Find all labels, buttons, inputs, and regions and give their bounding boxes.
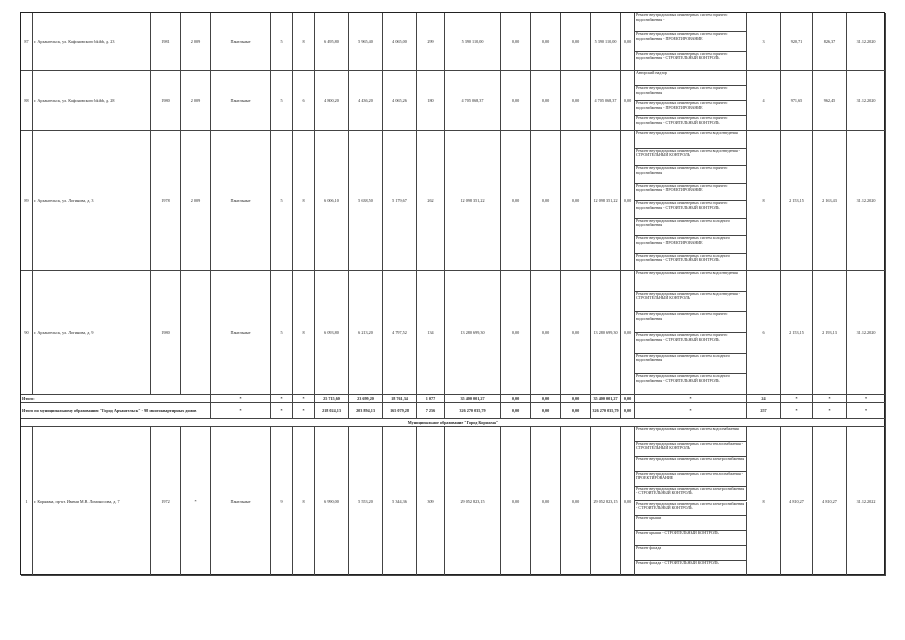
cell-entrances: 6 xyxy=(293,71,315,131)
total-mun: 0,00 xyxy=(561,395,591,403)
cell-work-count: 8 xyxy=(747,131,781,271)
cell-fund-other: 0,00 xyxy=(621,131,635,271)
cell-unit-limit: 4 810,27 xyxy=(813,427,847,576)
cell-area-total: 6 990,00 xyxy=(315,427,349,576)
cell-area-living: 6 213,20 xyxy=(349,271,383,395)
cell-area-living: 4 436,20 xyxy=(349,71,383,131)
total-fed: 0,00 xyxy=(501,395,531,403)
cell-address: г. Архангельск, ул. Логинова, д. 9 xyxy=(33,271,151,395)
cell-wall: Панельные xyxy=(211,271,271,395)
cell-area-res: 4 065,00 xyxy=(383,13,417,71)
total-star: * xyxy=(781,403,813,419)
work-item: Ремонт внутридомовых инженерных систем электроснабжения - СТРОИТЕЛЬНЫЙ КОНТРОЛЬ xyxy=(635,502,747,517)
work-item: Ремонт внутридомовых инженерных систем горячего водоснабжения - ПРОЕКТИРОВАНИЕ xyxy=(635,101,747,116)
cell-fund-fed: 0,00 xyxy=(501,271,531,395)
cell-fund-reg: 0,00 xyxy=(531,71,561,131)
cell-fund-owner: 29 052 823,15 xyxy=(591,427,621,576)
cell-residents: 299 xyxy=(417,13,445,71)
total-cost: 35 400 001,27 xyxy=(445,395,501,403)
cell-deadline: 31.12.2020 xyxy=(847,271,886,395)
cell-residents: 180 xyxy=(417,71,445,131)
total-star: * xyxy=(293,395,315,403)
cell-fund-other: 0,00 xyxy=(621,71,635,131)
cell-area-living: 5 965,40 xyxy=(349,13,383,71)
work-item: Ремонт внутридомовых инженерных систем горячего водоснабжения xyxy=(635,312,747,333)
cell-year-built: 1981 xyxy=(151,13,181,71)
total-area: 218 024,13 xyxy=(315,403,349,419)
cell-wall: Панельные xyxy=(211,427,271,576)
cell-deadline: 31.12.2020 xyxy=(847,13,886,71)
cell-wall: Панельные xyxy=(211,13,271,71)
cell-cost-total: 12 098 351,22 xyxy=(445,131,501,271)
section-title: Муниципальное образование "Город Коряжма" xyxy=(21,419,886,427)
cell-unit-cost: 2 153,15 xyxy=(781,131,813,271)
work-item: Ремонт внутридомовых инженерных систем холодного водоснабжения xyxy=(635,219,747,237)
cell-cost-total: 4 705 068,37 xyxy=(445,71,501,131)
cell-fund-fed: 0,00 xyxy=(501,427,531,576)
work-item: Ремонт внутридомовых инженерных систем горячего водоснабжения xyxy=(635,86,747,101)
work-item: Ремонт фасада - СТРОИТЕЛЬНЫЙ КОНТРОЛЬ xyxy=(635,561,747,576)
cell-floors: 5 xyxy=(271,131,293,271)
cell-year-renov: * xyxy=(181,427,211,576)
work-item: Ремонт внутридомовых инженерных систем водоотведения - СТРОИТЕЛЬНЫЙ КОНТРОЛЬ xyxy=(635,149,747,167)
cell-fund-mun: 0,00 xyxy=(561,427,591,576)
total-reg: 0,00 xyxy=(531,403,561,419)
cell-unit-cost: 920,71 xyxy=(781,13,813,71)
cell-area-living: 5 553,20 xyxy=(349,427,383,576)
total-owner: 326 270 035,79 xyxy=(591,403,621,419)
cell-area-total: 4 800,20 xyxy=(315,71,349,131)
cell-fund-reg: 0,00 xyxy=(531,271,561,395)
total-work-count: 257 xyxy=(747,403,781,419)
work-item: Ремонт внутридомовых инженерных систем горячего водоснабжения - СТРОИТЕЛЬНЫЙ КОНТРОЛЬ xyxy=(635,201,747,219)
total-other: 0,00 xyxy=(621,395,635,403)
work-item: Ремонт крыши - СТРОИТЕЛЬНЫЙ КОНТРОЛЬ xyxy=(635,531,747,546)
work-item: Ремонт внутридомовых инженерных систем электроснабжения - СТРОИТЕЛЬНЫЙ КОНТРОЛЬ xyxy=(635,487,747,502)
cell-area-total: 6 495,80 xyxy=(315,13,349,71)
total-star: * xyxy=(271,395,293,403)
capital-repair-table xyxy=(20,12,885,575)
cell-floors: 5 xyxy=(271,13,293,71)
work-item: Ремонт внутридомовых инженерных систем горячего водоснабжения xyxy=(635,166,747,184)
total-reg: 0,00 xyxy=(531,395,561,403)
cell-residents: 134 xyxy=(417,271,445,395)
cell-year-renov: 2 009 xyxy=(181,131,211,271)
cell-wall: Панельные xyxy=(211,131,271,271)
cell-fund-reg: 0,00 xyxy=(531,131,561,271)
cell-fund-reg: 0,00 xyxy=(531,13,561,71)
cell-address: г. Архангельск, ул. Кафоновского bkibb, д. 28 xyxy=(33,71,151,131)
cell-area-res: 4 797,52 xyxy=(383,271,417,395)
work-item: Ремонт внутридомовых инженерных систем холодного водоснабжения - ПРОЕКТИРОВАНИЕ xyxy=(635,236,747,254)
cell-floors: 5 xyxy=(271,71,293,131)
cell-num: 1 xyxy=(21,427,33,576)
total-star: * xyxy=(847,403,886,419)
cell-area-total: 6 093,80 xyxy=(315,271,349,395)
total-area: 25 715,60 xyxy=(315,395,349,403)
total-cost: 326 270 035,79 xyxy=(445,403,501,419)
cell-address: г. Архангельск, ул. Логинова, д. 3 xyxy=(33,131,151,271)
work-item: Ремонт внутридомовых инженерных систем горячего водоснабжения - ПРОЕКТИРОВАНИЕ xyxy=(635,32,747,51)
cell-year-renov: 2 009 xyxy=(181,71,211,131)
cell-deadline: 31.12.2020 xyxy=(847,71,886,131)
sheet xyxy=(20,12,885,575)
cell-cost-total: 5 390 110,00 xyxy=(445,13,501,71)
cell-unit-cost: 2 153,15 xyxy=(781,271,813,395)
cell-year-built: 1978 xyxy=(151,131,181,271)
total-star: * xyxy=(847,395,886,403)
cell-area-res: 4 065,26 xyxy=(383,71,417,131)
cell-work-count: 3 xyxy=(747,13,781,71)
total-star: * xyxy=(813,395,847,403)
cell-area-res: 5 179,67 xyxy=(383,131,417,271)
cell-deadline: 31.12.2022 xyxy=(847,427,886,576)
work-item: Ремонт внутридомовых инженерных систем водоотведения xyxy=(635,131,747,149)
cell-floors: 9 xyxy=(271,427,293,576)
cell-year-built: 1980 xyxy=(151,271,181,395)
cell-unit-limit: 826,37 xyxy=(813,13,847,71)
cell-unit-limit: 962,45 xyxy=(813,71,847,131)
work-item: Ремонт внутридомовых инженерных систем холодного водоснабжения xyxy=(635,354,747,375)
cell-wall: Панельные xyxy=(211,71,271,131)
total-star: * xyxy=(635,403,747,419)
cell-entrances: 8 xyxy=(293,131,315,271)
cell-fund-mun: 0,00 xyxy=(561,71,591,131)
total-res-area: 18 761,34 xyxy=(383,395,417,403)
cell-entrances: 8 xyxy=(293,427,315,576)
cell-unit-limit: 2 193,13 xyxy=(813,271,847,395)
cell-residents: 262 xyxy=(417,131,445,271)
work-item: Ремонт внутридомовых инженерных систем горячего водоснабжения - СТРОИТЕЛЬНЫЙ КОНТРОЛЬ xyxy=(635,333,747,354)
total-fed: 0,00 xyxy=(501,403,531,419)
total-star: * xyxy=(813,403,847,419)
total-star: * xyxy=(271,403,293,419)
total-residents: 1 077 xyxy=(417,395,445,403)
total-label: Итого: xyxy=(21,395,211,403)
total-star: * xyxy=(781,395,813,403)
cell-entrances: 8 xyxy=(293,271,315,395)
work-item: Ремонт внутридомовых инженерных систем водоотведения - СТРОИТЕЛЬНЫЙ КОНТРОЛЬ xyxy=(635,292,747,313)
cell-unit-cost: 4 810,27 xyxy=(781,427,813,576)
cell-num: 88 xyxy=(21,71,33,131)
cell-fund-mun: 0,00 xyxy=(561,131,591,271)
cell-fund-reg: 0,00 xyxy=(531,427,561,576)
cell-fund-fed: 0,00 xyxy=(501,131,531,271)
cell-num: 87 xyxy=(21,13,33,71)
total-other: 0,00 xyxy=(621,403,635,419)
cell-year-renov: 2 009 xyxy=(181,13,211,71)
cell-fund-owner: 12 098 351,22 xyxy=(591,131,621,271)
total-star: * xyxy=(635,395,747,403)
work-item: Ремонт внутридомовых инженерных систем электроснабжения xyxy=(635,457,747,472)
cell-floors: 5 xyxy=(271,271,293,395)
cell-fund-mun: 0,00 xyxy=(561,271,591,395)
work-item: Ремонт внутридомовых инженерных систем водоснабжения xyxy=(635,427,747,442)
work-item: Ремонт внутридомовых инженерных систем холодного водоснабжения - СТРОИТЕЛЬНЫЙ КОНТРОЛЬ xyxy=(635,254,747,272)
work-item: Ремонт внутридомовых инженерных систем горячего водоснабжения - ПРОЕКТИРОВАНИЕ xyxy=(635,184,747,202)
total-star: * xyxy=(211,403,271,419)
work-item: Ремонт внутридомовых инженерных систем холодного водоснабжения - СТРОИТЕЛЬНЫЙ КОНТРОЛЬ xyxy=(635,374,747,395)
cell-year-built: 1972 xyxy=(151,427,181,576)
work-item: Ремонт крыши xyxy=(635,516,747,531)
cell-num: 89 xyxy=(21,131,33,271)
work-item: Ремонт внутридомовых инженерных систем теплоснабжения - СТРОИТЕЛЬНЫЙ КОНТРОЛЬ xyxy=(635,442,747,457)
cell-work-count: 4 xyxy=(747,71,781,131)
cell-address: г. Коряжма, пр-кт. Имени М.В. Ломоносова, д. 7 xyxy=(33,427,151,576)
total-work-count: 24 xyxy=(747,395,781,403)
cell-work-count: 8 xyxy=(747,427,781,576)
total-star: * xyxy=(211,395,271,403)
cell-unit-cost: 971,65 xyxy=(781,71,813,131)
work-item: Ремонт внутридомовых инженерных систем горячего водоснабжения - xyxy=(635,13,747,32)
cell-fund-fed: 0,00 xyxy=(501,13,531,71)
cell-address: г. Архангельск, ул. Кафоновского bkibb, д. 23 xyxy=(33,13,151,71)
cell-area-res: 5 344,36 xyxy=(383,427,417,576)
total-residents: 7 256 xyxy=(417,403,445,419)
cell-year-built: 1980 xyxy=(151,71,181,131)
cell-fund-owner: 4 705 068,37 xyxy=(591,71,621,131)
cell-cost-total: 29 052 823,15 xyxy=(445,427,501,576)
total-living-area: 23 699,20 xyxy=(349,395,383,403)
cell-year-renov xyxy=(181,271,211,395)
cell-entrances: 8 xyxy=(293,13,315,71)
cell-area-total: 6 006,10 xyxy=(315,131,349,271)
cell-unit-limit: 2 163,43 xyxy=(813,131,847,271)
total-mun: 0,00 xyxy=(561,403,591,419)
cell-fund-other: 0,00 xyxy=(621,427,635,576)
work-item: Ремонт внутридомовых инженерных систем водоотведения xyxy=(635,271,747,292)
cell-fund-fed: 0,00 xyxy=(501,71,531,131)
cell-work-count: 6 xyxy=(747,271,781,395)
work-item: Ремонт внутридомовых инженерных систем теплоснабжения - ПРОЕКТИРОВАНИЕ xyxy=(635,472,747,487)
total-living-area: 203 894,13 xyxy=(349,403,383,419)
total-res-area: 165 079,28 xyxy=(383,403,417,419)
cell-fund-owner: 5 390 110,00 xyxy=(591,13,621,71)
cell-fund-other: 0,00 xyxy=(621,13,635,71)
cell-residents: 309 xyxy=(417,427,445,576)
work-item: Ремонт внутридомовых инженерных систем горячего водоснабжения - СТРОИТЕЛЬНЫЙ КОНТРОЛЬ xyxy=(635,52,747,71)
total-label: Итого по муниципальному образованию "Город Архангельск" - 98 многоквартирных домов xyxy=(21,403,211,419)
work-item: Ремонт внутридомовых инженерных систем горячего водоснабжения - СТРОИТЕЛЬНЫЙ КОНТРОЛЬ xyxy=(635,116,747,131)
cell-fund-mun: 0,00 xyxy=(561,13,591,71)
cell-area-living: 5 638,50 xyxy=(349,131,383,271)
total-owner: 35 400 001,27 xyxy=(591,395,621,403)
cell-num: 90 xyxy=(21,271,33,395)
cell-fund-owner: 13 280 699,30 xyxy=(591,271,621,395)
cell-fund-other: 0,00 xyxy=(621,271,635,395)
cell-deadline: 31.12.2020 xyxy=(847,131,886,271)
cell-cost-total: 13 280 699,30 xyxy=(445,271,501,395)
total-star: * xyxy=(293,403,315,419)
work-item: Ремонт фасада xyxy=(635,546,747,561)
work-item: Авторский надзор xyxy=(635,71,747,86)
